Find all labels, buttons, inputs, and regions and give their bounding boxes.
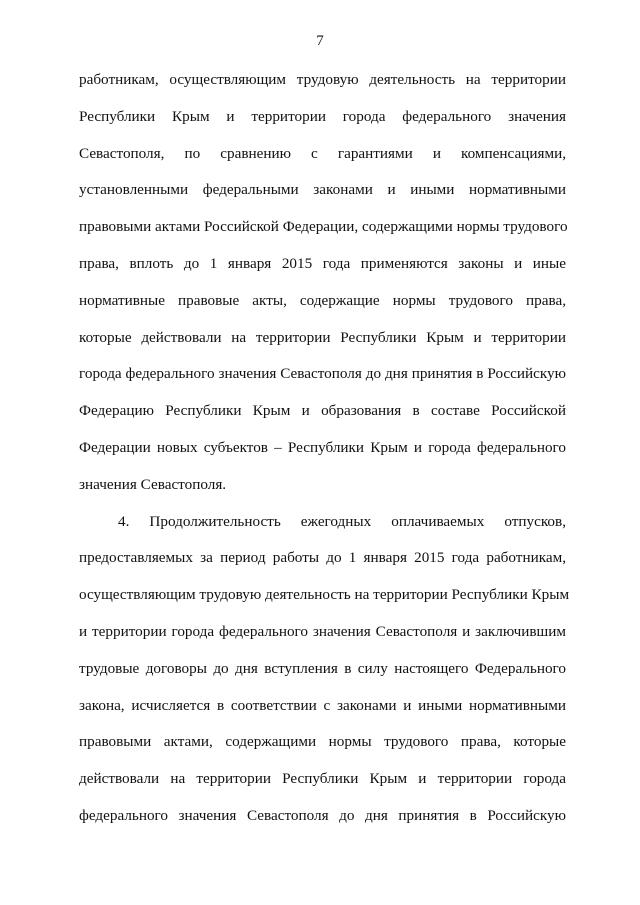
text-line: Севастополя, по сравнению с гарантиями и компенсациями,	[79, 144, 566, 162]
document-body	[79, 66, 570, 839]
text-line: которые действовали на территории Республики Крым и территории	[79, 328, 566, 346]
page-number: 7	[316, 33, 324, 49]
text-line: и территории города федерального значения Севастополя и заключившим	[79, 622, 566, 640]
paragraph	[79, 66, 566, 508]
text-line: Федерацию Республики Крым и образования в составе Российской	[79, 402, 566, 420]
text-line: 4. Продолжительность ежегодных оплачиваемых отпусков,	[118, 512, 566, 530]
text-line: трудовые договоры до дня вступления в силу настоящего Федерального	[79, 659, 566, 677]
text-line: значения Севастополя.	[79, 475, 227, 493]
text-line: осуществляющим трудовую деятельность на территории Республики Крым	[79, 586, 570, 604]
text-line: права, вплоть до 1 января 2015 года применяются законы и иные	[79, 254, 566, 272]
text-line: работникам, осуществляющим трудовую деятельность на территории	[79, 71, 566, 88]
text-line: города федерального значения Севастополя до дня принятия в Российскую	[79, 365, 566, 383]
text-line: Республики Крым и территории города федерального значения	[79, 107, 566, 125]
paragraph	[79, 508, 570, 839]
text-line: нормативные правовые акты, содержащие нормы трудового права,	[79, 291, 566, 309]
text-line: действовали на территории Республики Крым и территории города	[79, 770, 566, 788]
text-line: федерального значения Севастополя до дня принятия в Российскую	[79, 806, 566, 824]
text-line: закона, исчисляется в соответствии с законами и иными нормативными	[79, 696, 566, 714]
text-line: правовыми актами, содержащими нормы трудового права, которые	[79, 733, 566, 751]
text-line: предоставляемых за период работы до 1 января 2015 года работникам,	[79, 549, 566, 567]
text-line: правовыми актами Российской Федерации, содержащими нормы трудового	[79, 218, 568, 236]
text-line: установленными федеральными законами и иными нормативными	[79, 181, 566, 199]
text-line: Федерации новых субъектов – Республики Крым и города федерального	[79, 438, 566, 456]
